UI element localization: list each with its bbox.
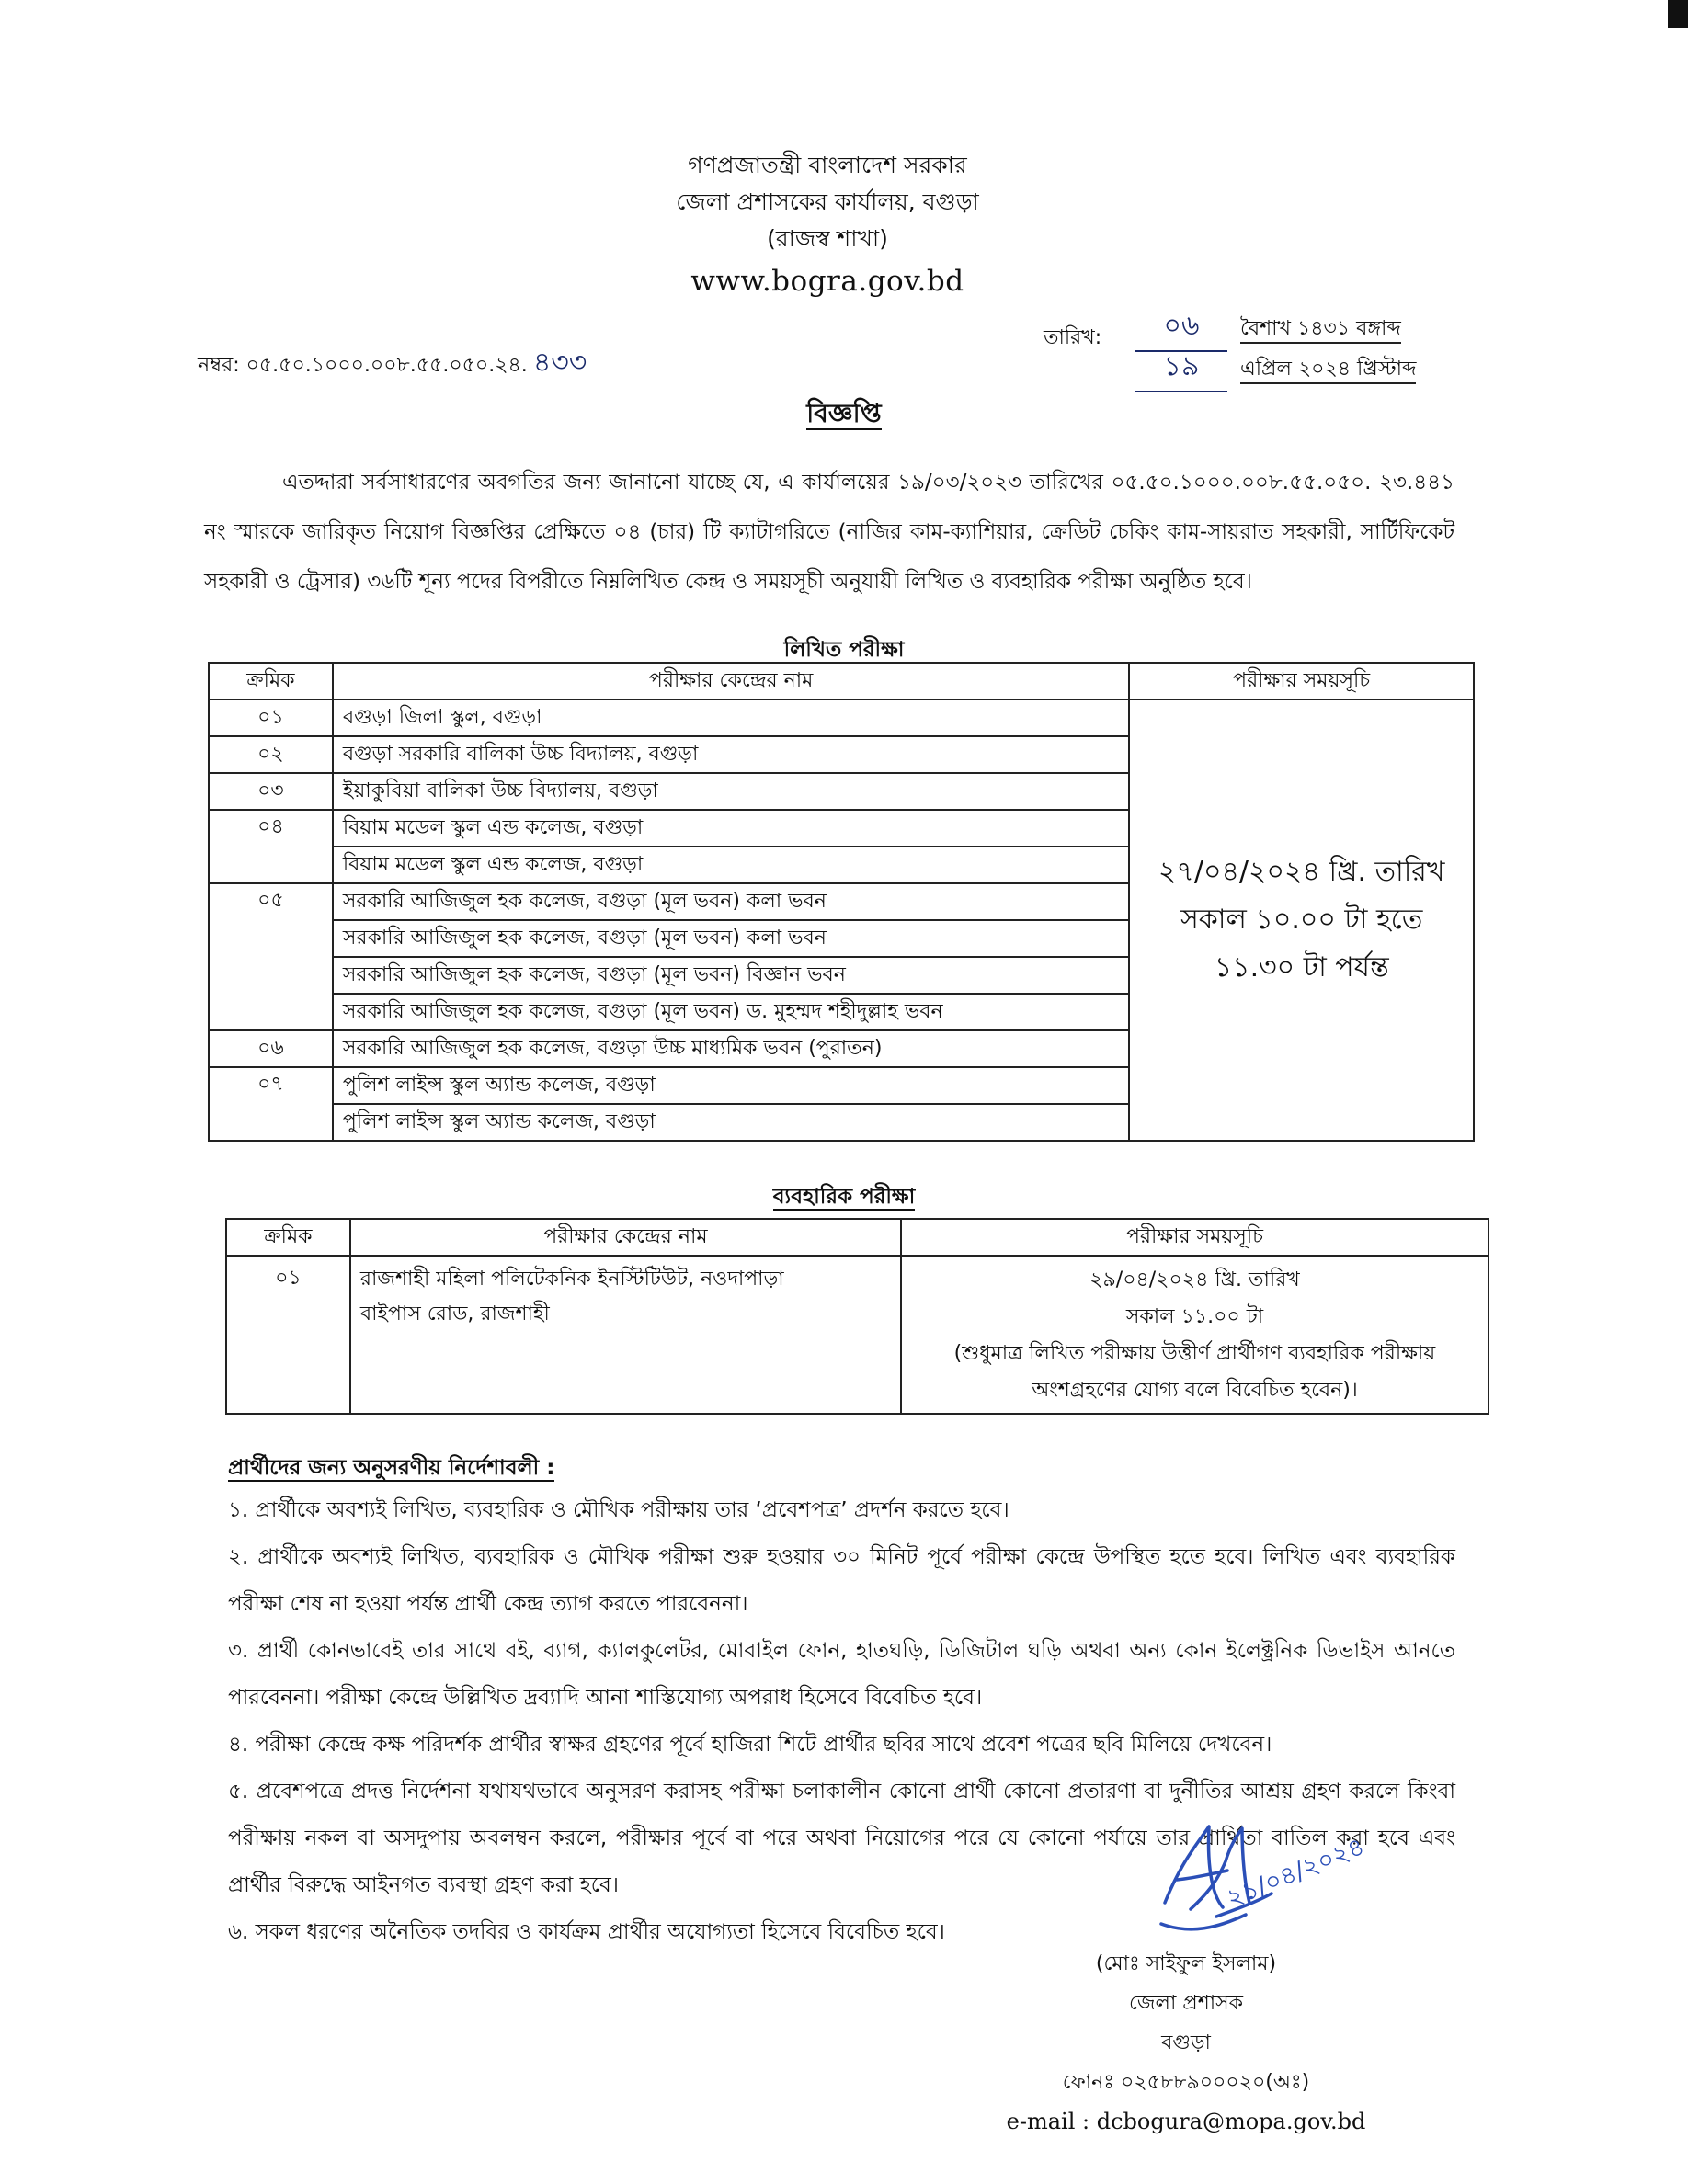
memo-label: নম্বর: ০৫.৫০.১০০০.০০৮.৫৫.০৫০.২৪. bbox=[198, 354, 528, 377]
center-header: পরীক্ষার কেন্দ্রের নাম bbox=[350, 1219, 901, 1256]
handwritten-signature bbox=[1154, 1806, 1374, 1962]
row-center: বিয়াম মডেল স্কুল এন্ড কলেজ, বগুড়া bbox=[333, 847, 1129, 883]
english-date-day: ১৯ bbox=[1135, 344, 1227, 392]
practical-schedule-note-cont: অংশগ্রহণের যোগ্য বলে বিবেচিত হবেন)। bbox=[1032, 1379, 1358, 1402]
row-center: বগুড়া সরকারি বালিকা উচ্চ বিদ্যালয়, বগুড়া bbox=[333, 736, 1129, 773]
signatory-name: (মোঃ সাইফুল ইসলাম) bbox=[1095, 1952, 1277, 1975]
center-header: পরীক্ষার কেন্দ্রের নাম bbox=[333, 663, 1129, 700]
practical-center-line1: রাজশাহী মহিলা পলিটেকনিক ইনস্টিটিউট, নওদাপাড়া bbox=[359, 1268, 784, 1291]
serial-header: ক্রমিক bbox=[226, 1219, 350, 1256]
signatory-phone: ফোনঃ ০২৫৮৮৯০০০২০(অঃ) bbox=[1062, 2071, 1310, 2094]
english-date bbox=[1135, 344, 1416, 392]
schedule-header: পরীক্ষার সময়সূচি bbox=[1129, 663, 1474, 700]
instruction-item: ২. প্রার্থীকে অবশ্যই লিখিত, ব্যবহারিক ও মৌখিক পরীক্ষা শুরু হওয়ার ৩০ মিনিট পূর্বে পরীক্ষা কেন্দ্রে উপস্থিত হতে হবে। লিখিত এবং ব্যবহারিক পরীক্ষা শেষ না হওয়া পর্যন্ত প্রার্থী কেন্দ্র ত্যাগ করতে পারবেননা। bbox=[228, 1545, 1455, 1616]
row-serial: ০২ bbox=[209, 736, 333, 773]
row-serial: ০৭ bbox=[209, 1067, 333, 1141]
signature-block bbox=[993, 1944, 1379, 2142]
instruction-item: ১. প্রার্থীকে অবশ্যই লিখিত, ব্যবহারিক ও মৌখিক পরীক্ষায় তার ‘প্রবেশপত্র’ প্রদর্শন করতে হবে। bbox=[228, 1498, 1009, 1522]
row-serial: ০১ bbox=[226, 1256, 350, 1414]
table-row bbox=[226, 1256, 1488, 1414]
table-header-row bbox=[209, 663, 1474, 700]
notice-title-text: বিজ্ঞপ্তি bbox=[806, 398, 882, 428]
instructions-title-text: প্রার্থীদের জন্য অনুসরণীয় নির্দেশাবলী : bbox=[228, 1456, 555, 1480]
scan-edge-mark bbox=[1668, 0, 1688, 28]
written-exam-table bbox=[208, 662, 1475, 1142]
instruction-item: ৩. প্রার্থী কোনভাবেই তার সাথে বই, ব্যাগ, ক্যালকুলেটর, মোবাইল ফোন, হাতঘড়ি, ডিজিটাল ঘড়ি অথবা অন্য কোন ইলেক্ট্রনিক ডিভাইস আনতে পারবেননা। পরীক্ষা কেন্দ্রে উল্লিখিত দ্রব্যাদি আনা শাস্তিযোগ্য অপরাধ হিসেবে বিবেচিত হবে। bbox=[228, 1639, 1455, 1710]
written-schedule-start: সকাল ১০.০০ টা হতে bbox=[1180, 904, 1423, 936]
row-center: বগুড়া জিলা স্কুল, বগুড়া bbox=[333, 700, 1129, 736]
notice-title bbox=[0, 393, 1688, 437]
schedule-header: পরীক্ষার সময়সূচি bbox=[901, 1219, 1488, 1256]
signatory-email[interactable]: e-mail : dcbogura@mopa.gov.bd bbox=[1006, 2109, 1366, 2134]
row-serial: ০৪ bbox=[209, 810, 333, 883]
instruction-item: ৪. পরীক্ষা কেন্দ্রে কক্ষ পরিদর্শক প্রার্থীর স্বাক্ষর গ্রহণের পূর্বে হাজিরা শিটে প্রার্থীর ছবির সাথে প্রবেশ পত্রের ছবি মিলিয়ে দেখবেন। bbox=[228, 1733, 1272, 1757]
row-center: সরকারি আজিজুল হক কলেজ, বগুড়া উচ্চ মাধ্যমিক ভবন (পুরাতন) bbox=[333, 1030, 1129, 1067]
written-exam-title-text: লিখিত পরীক্ষা bbox=[783, 638, 905, 662]
bangla-date-month-year: বৈশাখ ১৪৩১ বঙ্গাব্দ bbox=[1240, 317, 1401, 344]
govt-name: গণপ্রজাতন্ত্রী বাংলাদেশ সরকার bbox=[688, 152, 967, 178]
date-label: তারিখ: bbox=[1044, 326, 1102, 349]
bangla-date-day: ০৬ bbox=[1135, 303, 1227, 352]
row-center: সরকারি আজিজুল হক কলেজ, বগুড়া (মূল ভবন) কলা ভবন bbox=[333, 883, 1129, 920]
practical-schedule-date: ২৯/০৪/২০২৪ খ্রি. তারিখ bbox=[1089, 1268, 1300, 1291]
row-center: বিয়াম মডেল স্কুল এন্ড কলেজ, বগুড়া bbox=[333, 810, 1129, 847]
row-center: সরকারি আজিজুল হক কলেজ, বগুড়া (মূল ভবন) বিজ্ঞান ভবন bbox=[333, 957, 1129, 994]
row-serial: ০৩ bbox=[209, 773, 333, 810]
row-center: ইয়াকুবিয়া বালিকা উচ্চ বিদ্যালয়, বগুড়া bbox=[333, 773, 1129, 810]
signatory-designation: জেলা প্রশাসক bbox=[1128, 1992, 1244, 2015]
instructions-title bbox=[228, 1450, 554, 1486]
practical-schedule-note: (শুধুমাত্র লিখিত পরীক্ষায় উত্তীর্ণ প্রার্থীগণ ব্যবহারিক পরীক্ষায় bbox=[953, 1342, 1436, 1365]
instruction-item: ৫. প্রবেশপত্রে প্রদত্ত নির্দেশনা যথাযথভাবে অনুসরণ করাসহ পরীক্ষা চলাকালীন কোনো প্রার্থী কোনো প্রতারণা বা দুর্নীতির আশ্রয় গ্রহণ করলে কিংবা পরীক্ষায় নকল বা অসদুপায় অবলম্বন করলে, পরীক্ষার পূর্বে বা পরে অথবা নিয়োগের পরে যে কোনো পর্যায়ে তার প্রার্থিতা বাতিল করা হবে এবং প্রার্থীর বিরুদ্ধে আইনগত ব্যবস্থা গ্রহণ করা হবে। bbox=[228, 1780, 1455, 1897]
row-center bbox=[350, 1256, 901, 1414]
english-date-month-year: এপ্রিল ২০২৪ খ্রিস্টাব্দ bbox=[1240, 358, 1416, 384]
written-schedule-cell bbox=[1129, 700, 1474, 1141]
row-serial: ০১ bbox=[209, 700, 333, 736]
table-row bbox=[209, 700, 1474, 736]
practical-center-line2: বাইপাস রোড, রাজশাহী bbox=[359, 1302, 550, 1325]
serial-header: ক্রমিক bbox=[209, 663, 333, 700]
office-name: জেলা প্রশাসকের কার্যালয়, বগুড়া bbox=[676, 188, 979, 215]
row-center: পুলিশ লাইন্স স্কুল অ্যান্ড কলেজ, বগুড়া bbox=[333, 1104, 1129, 1141]
row-serial: ০৫ bbox=[209, 883, 333, 1030]
signature-date: ২১/০৪/২০২৪ bbox=[1223, 1832, 1369, 1914]
practical-exam-title-text: ব্যবহারিক পরীক্ষা bbox=[772, 1185, 916, 1209]
instruction-item: ৬. সকল ধরণের অনৈতিক তদবির ও কার্যক্রম প্রার্থীর অযোগ্যতা হিসেবে বিবেচিত হবে। bbox=[228, 1920, 945, 1944]
practical-exam-table bbox=[225, 1218, 1489, 1415]
table-header-row bbox=[226, 1219, 1488, 1256]
memo-handwritten-number: ৪৩৩ bbox=[532, 347, 587, 379]
website-link[interactable]: www.bogra.gov.bd bbox=[690, 265, 964, 298]
memo-number bbox=[198, 340, 587, 387]
practical-schedule-time: সকাল ১১.০০ টা bbox=[1125, 1305, 1264, 1328]
practical-exam-title bbox=[0, 1179, 1688, 1215]
written-schedule-end: ১১.৩০ টা পর্যন্ত bbox=[1214, 951, 1389, 984]
row-center: পুলিশ লাইন্স স্কুল অ্যান্ড কলেজ, বগুড়া bbox=[333, 1067, 1129, 1104]
row-center: সরকারি আজিজুল হক কলেজ, বগুড়া (মূল ভবন) কলা ভবন bbox=[333, 920, 1129, 957]
office-header bbox=[570, 147, 1085, 300]
intro-paragraph: এতদ্দারা সর্বসাধারণের অবগতির জন্য জানানো যাচ্ছে যে, এ কার্যালয়ের ১৯/০৩/২০২৩ তারিখের ০৫.৫০.১০০০.০০৮.৫৫.০৫০. ২৩.৪৪১ নং স্মারকে জারিকৃত নিয়োগ বিজ্ঞপ্তির প্রেক্ষিতে ০৪ (চার) টি ক্যাটাগরিতে (নাজির কাম-ক্যাশিয়ার, ক্রেডিট চেকিং কাম-সায়রাত সহকারী, সার্টিফিকেট সহকারী ও ট্রেসার) ৩৬টি শূন্য পদের বিপরীতে নিম্নলিখিত কেন্দ্র ও সময়সূচী অনুযায়ী লিখিত ও ব্যবহারিক পরীক্ষা অনুষ্ঠিত হবে। bbox=[204, 471, 1454, 594]
signatory-district: বগুড়া bbox=[1161, 2031, 1211, 2054]
practical-schedule-cell bbox=[901, 1256, 1488, 1414]
branch-name: (রাজস্ব শাখা) bbox=[767, 225, 888, 252]
row-center: সরকারি আজিজুল হক কলেজ, বগুড়া (মূল ভবন) ড. মুহম্মদ শহীদুল্লাহ ভবন bbox=[333, 994, 1129, 1030]
written-schedule-date: ২৭/০৪/২০২৪ খ্রি. তারিখ bbox=[1158, 856, 1445, 888]
row-serial: ০৬ bbox=[209, 1030, 333, 1067]
